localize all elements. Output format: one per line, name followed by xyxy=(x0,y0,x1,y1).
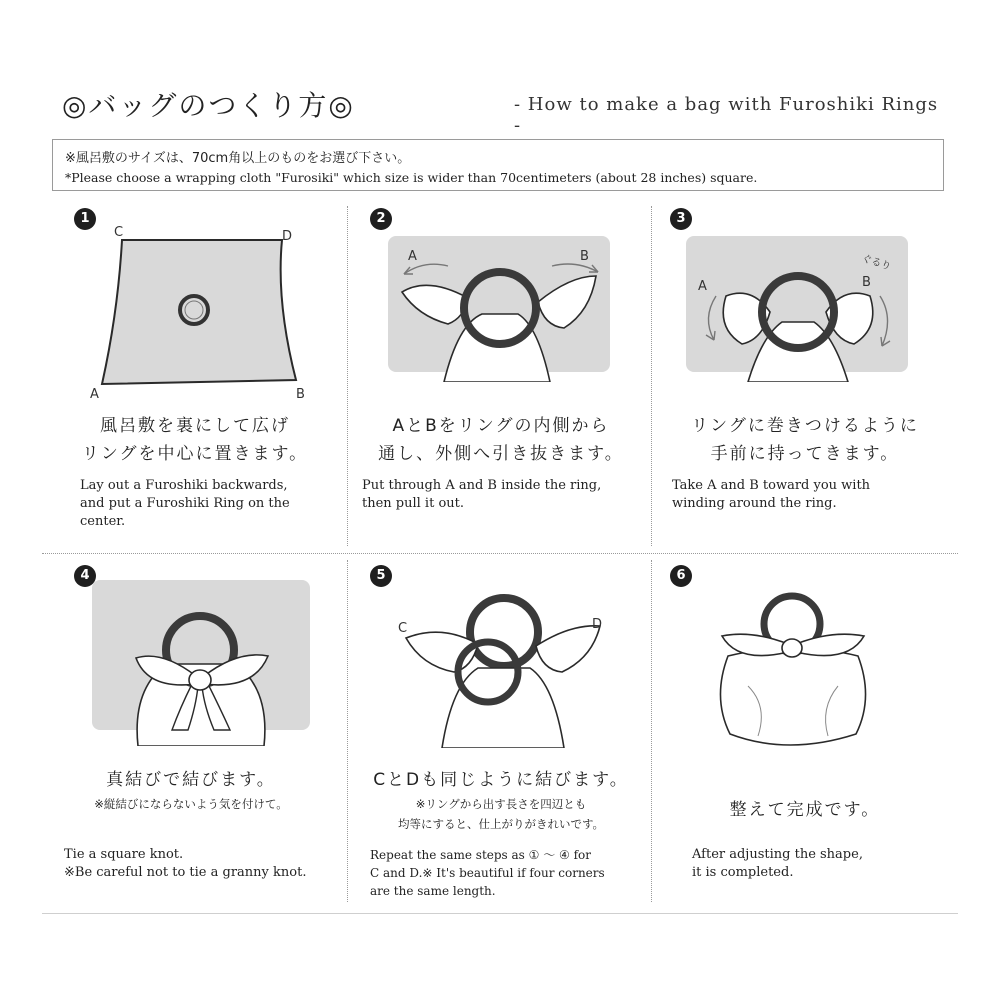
step-2-jp-line-2: 通し、外側へ引き抜きます。 xyxy=(378,444,624,464)
step-4-number-badge: 4 xyxy=(74,565,96,587)
knot-center xyxy=(189,670,211,690)
corner-label-d: D xyxy=(282,229,293,244)
step-5-number-badge: 5 xyxy=(370,565,392,587)
column-divider-2 xyxy=(651,206,652,546)
step-6-en-line-2: it is completed. xyxy=(692,865,794,880)
step-3-en-line-2: winding around the ring. xyxy=(672,496,837,511)
corner-label-b: B xyxy=(862,275,871,290)
step-1-en-line-3: center. xyxy=(80,514,126,529)
step-2-jp-text xyxy=(356,412,646,468)
step-3-en-text xyxy=(672,477,942,513)
step-2-en-line-2: then pull it out. xyxy=(362,496,465,511)
step-2-en-text xyxy=(362,477,644,513)
step-2-jp-line-1: AとBをリングの内側から xyxy=(392,416,610,436)
row-divider xyxy=(42,553,958,554)
step-3-jp-line-1: リングに巻きつけるように xyxy=(691,416,919,436)
step-1-number-badge: 1 xyxy=(74,208,96,230)
step-6-number-badge: 6 xyxy=(670,565,692,587)
step-5-en-line-1: Repeat the same steps as ① ～ ④ for xyxy=(370,848,592,862)
step-3-illustration xyxy=(686,236,908,382)
step-6-en-line-1: After adjusting the shape, xyxy=(692,847,863,862)
knot-left-wing xyxy=(722,634,788,655)
gururi-label: ぐるり xyxy=(860,253,893,273)
column-divider-4 xyxy=(651,560,652,902)
step-4-en-text xyxy=(64,846,344,882)
page-title-jp: ◎バッグのつくり方◎ xyxy=(62,89,355,122)
corner-label-a: A xyxy=(90,387,99,402)
step-4-en-line-2: ※Be careful not to tie a granny knot. xyxy=(64,865,307,880)
step-5-en-line-3: are the same length. xyxy=(370,884,496,898)
size-note-en: *Please choose a wrapping cloth "Furosiki" which size is wider than 70centimeters (about 28 inches) square. xyxy=(65,170,758,185)
page-header xyxy=(62,84,942,136)
furoshiki-ring-icon xyxy=(470,598,538,666)
knot-right-wing xyxy=(796,634,864,655)
corner-label-a: A xyxy=(408,249,417,264)
step-1-en-line-1: Lay out a Furoshiki backwards, xyxy=(80,478,288,493)
step-4-jp-text xyxy=(56,766,326,794)
corner-label-a: A xyxy=(698,279,707,294)
step-2-en-line-1: Put through A and B inside the ring, xyxy=(362,478,602,493)
size-note-box xyxy=(52,139,944,191)
size-note-jp: ※風呂敷のサイズは、70cm角以上のものをお選び下さい。 xyxy=(65,151,411,166)
furoshiki-cloth-shape xyxy=(102,240,296,384)
step-1-jp-line-1: 風呂敷を裏にして広げ xyxy=(100,416,290,436)
column-divider-1 xyxy=(347,206,348,546)
step-1-en-text xyxy=(80,477,342,531)
step-4-illustration xyxy=(92,580,310,746)
step-5-illustration xyxy=(392,584,612,748)
bottom-rule xyxy=(42,913,958,914)
step-5-jp-note-line-1: ※リングから出す長さを四辺とも xyxy=(415,797,587,811)
step-3-jp-text xyxy=(660,412,950,468)
page-title-en: - How to make a bag with Furoshiki Rings - xyxy=(514,94,939,136)
step-5-en-line-2: C and D.※ It's beautiful if four corners xyxy=(370,866,605,880)
step-2-number-badge: 2 xyxy=(370,208,392,230)
step-6-illustration xyxy=(708,586,878,756)
column-divider-3 xyxy=(347,560,348,902)
step-3-jp-line-2: 手前に持ってきます。 xyxy=(710,444,900,464)
step-1-jp-line-2: リングを中心に置きます。 xyxy=(81,444,309,464)
step-6-jp-text xyxy=(660,796,950,824)
step-5-en-text xyxy=(370,846,648,900)
corner-label-c: C xyxy=(398,621,408,636)
knot-center xyxy=(782,639,802,657)
step-1-jp-text xyxy=(60,412,330,468)
step-2-illustration xyxy=(388,236,610,382)
step-4-en-line-1: Tie a square knot. xyxy=(64,847,184,862)
step-6-jp-line-1: 整えて完成です。 xyxy=(729,800,881,820)
finished-bag-body xyxy=(720,648,865,745)
step-3-number-badge: 3 xyxy=(670,208,692,230)
corner-label-b: B xyxy=(296,387,305,402)
right-cloth-corner xyxy=(536,626,600,672)
step-5-jp-note-line-2: 均等にすると、仕上がりがきれいです。 xyxy=(397,817,605,831)
step-4-jp-note xyxy=(56,794,326,814)
step-3-en-line-1: Take A and B toward you with xyxy=(672,478,871,493)
corner-label-b: B xyxy=(580,249,589,264)
step-1-en-line-2: and put a Furoshiki Ring on the xyxy=(80,496,290,511)
corner-label-d: D xyxy=(592,617,603,632)
corner-label-c: C xyxy=(114,225,124,240)
step-5-jp-line-1: CとDも同じように結びます。 xyxy=(373,770,629,790)
step-4-jp-line-1: 真結びで結びます。 xyxy=(106,770,276,790)
step-4-jp-note-line-1: ※縦結びにならないよう気を付けて。 xyxy=(94,797,288,811)
step-6-en-text xyxy=(692,846,942,882)
step-5-jp-text xyxy=(356,766,646,794)
step-1-illustration xyxy=(86,222,326,402)
step-5-jp-note xyxy=(356,794,646,834)
